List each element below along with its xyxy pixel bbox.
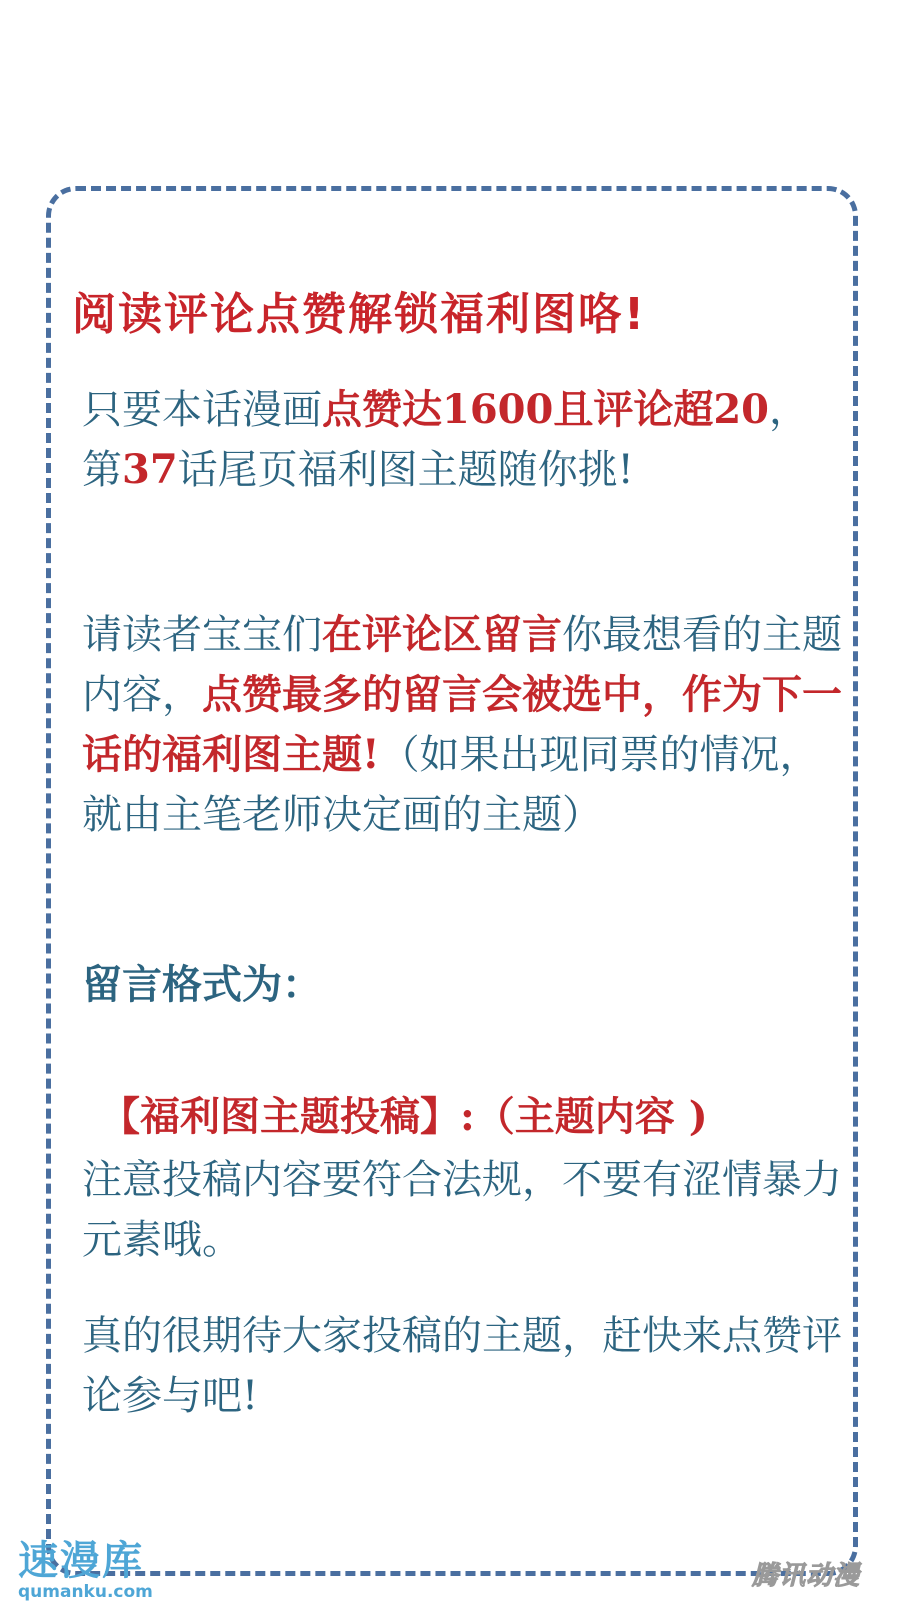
- paragraph-content-note: 注意投稿内容要符合法规，不要有涩情暴力元素哦。: [82, 1157, 842, 1263]
- watermark-logo-text: 速漫库: [18, 1538, 144, 1584]
- format-label: 留言格式为：: [82, 961, 322, 1008]
- text-segment: 话尾页福利图主题随你挑!: [177, 447, 634, 493]
- notice-title: 阅读评论点赞解锁福利图咯!: [72, 289, 647, 340]
- watermark-left: [18, 1540, 153, 1602]
- highlight-episode: 37: [122, 446, 178, 493]
- text-segment: 请读者宝宝们: [82, 612, 322, 658]
- text-segment: ，第: [82, 387, 809, 493]
- watermark-right: 腾讯动漫: [752, 1561, 861, 1591]
- format-template: 【福利图主题投稿】:（主题内容 ): [100, 1093, 708, 1140]
- text-segment: 你最想看的主题内容，: [82, 612, 842, 718]
- watermark-url: qumanku.com: [18, 1582, 153, 1602]
- paragraph-comment-instructions: [82, 605, 842, 845]
- text-segment: 只要本话漫画: [82, 387, 322, 433]
- highlight-selection: 点赞最多的留言会被选中，作为下一话的福利图主题!: [82, 671, 842, 778]
- paragraph-unlock-rule: [82, 380, 842, 500]
- highlight-comment-area: 在评论区留言: [322, 611, 562, 658]
- text-segment: （如果出现同票的情况，就由主笔老师决定画的主题）: [82, 732, 820, 838]
- highlight-condition: 点赞达1600且评论超20: [322, 386, 769, 433]
- paragraph-closing: 真的很期待大家投稿的主题，赶快来点赞评论参与吧!: [82, 1313, 842, 1419]
